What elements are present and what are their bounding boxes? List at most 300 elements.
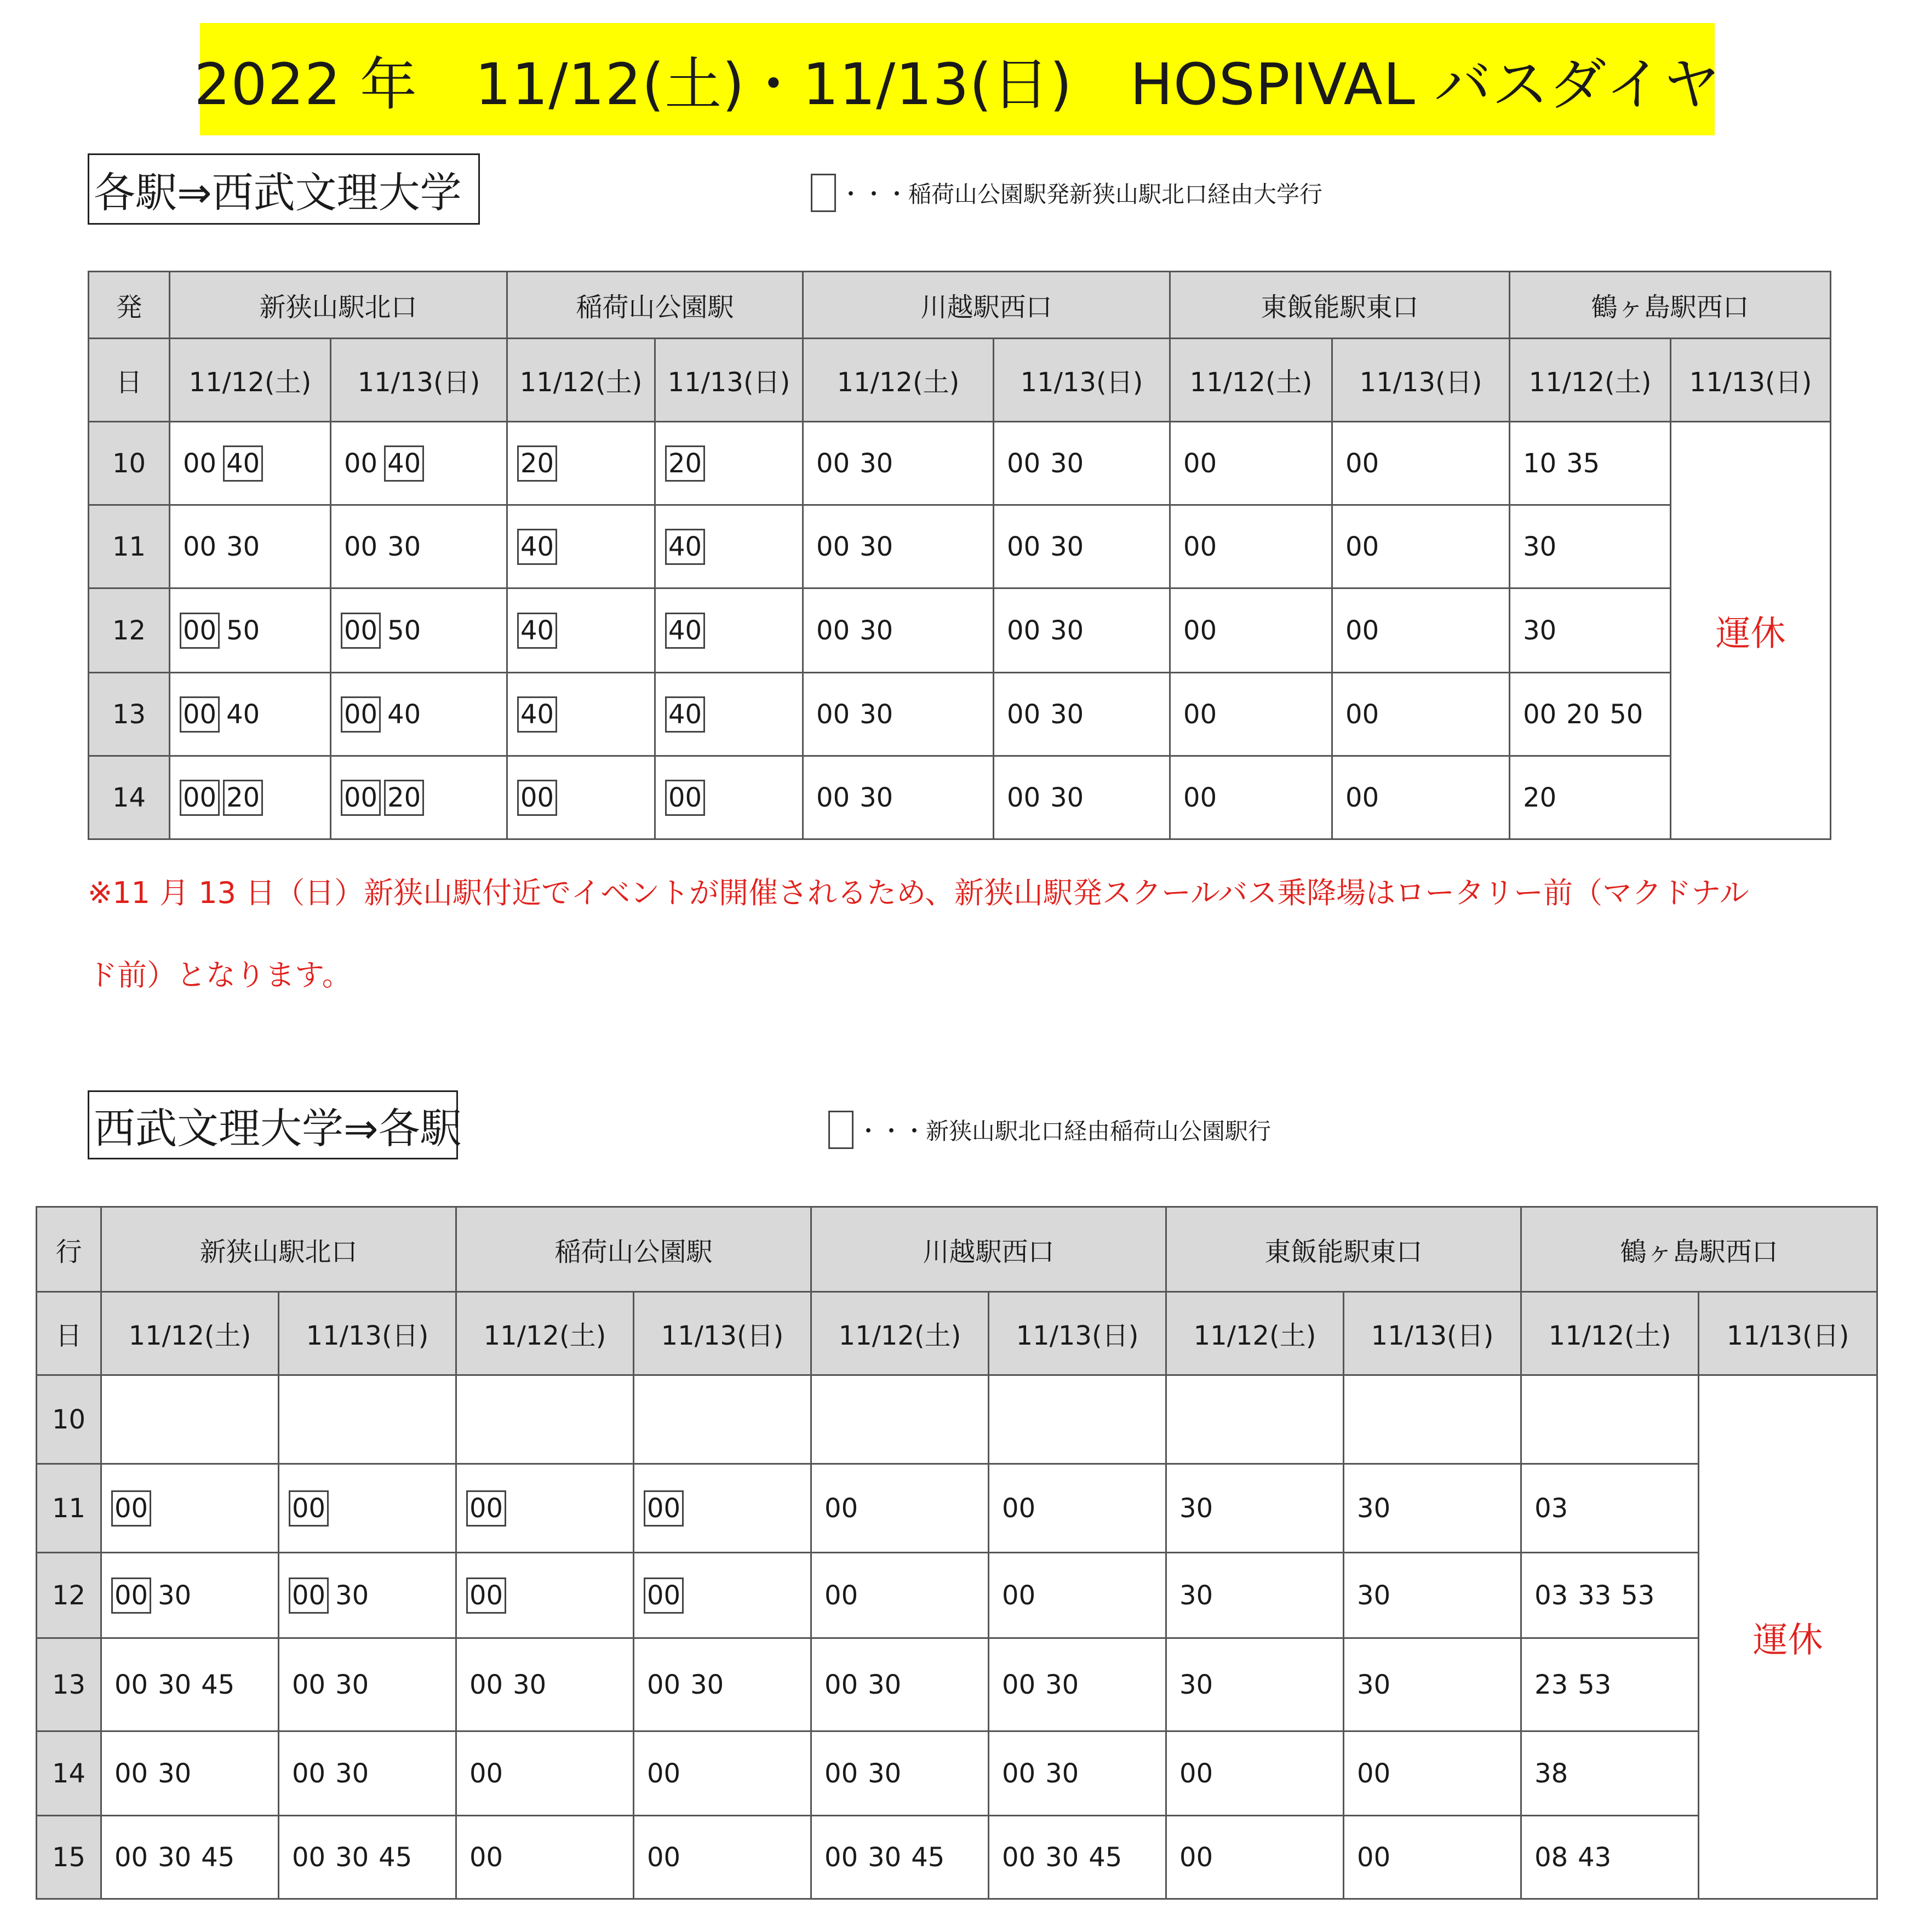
departure-time-via: 00 [183,782,217,813]
departure-time-via: 40 [668,615,702,646]
departure-time: 53 [1578,1669,1612,1700]
suspended-label: 運休 [1671,422,1831,839]
time-cell [101,1816,279,1899]
time-cell [1521,1464,1699,1553]
corner-label-top: 行 [37,1207,101,1292]
time-cell [1521,1375,1699,1464]
departure-time: 00 [114,1669,148,1700]
departure-time: 00 [114,1842,148,1873]
time-cell [507,505,655,588]
departure-time: 30 [1357,1580,1391,1611]
date-header: 11/13(日) [655,339,803,422]
departure-time: 30 [690,1669,724,1700]
departure-time: 00 [824,1842,858,1873]
date-header: 11/13(日) [279,1292,456,1375]
departure-time: 00 [1183,699,1217,730]
table-row [37,1816,1877,1899]
table-row [89,422,1831,505]
time-cell [989,1553,1166,1638]
time-cell [507,588,655,673]
departure-time: 45 [201,1669,235,1700]
legend-square-icon [811,174,836,212]
time-cell [989,1375,1166,1464]
departure-time: 45 [911,1842,945,1873]
time-cell [811,1464,989,1553]
hour-label: 11 [37,1464,101,1553]
time-cell [170,505,331,588]
departure-time: 30 [1523,615,1557,646]
time-cell [331,422,507,505]
departure-time: 30 [158,1580,192,1611]
time-cell [803,505,994,588]
departure-time: 00 [1002,1493,1036,1524]
departure-time: 30 [1050,531,1084,562]
departure-time: 00 [183,448,217,479]
departure-time: 00 [292,1669,326,1700]
timetable-to-university [88,271,1831,840]
time-cell [989,1638,1166,1731]
time-cell [456,1816,634,1899]
time-cell [1521,1731,1699,1816]
departure-time: 00 [1345,615,1379,646]
section2-heading: 西武文理大学⇒各駅 [88,1090,458,1159]
time-cell [1344,1553,1521,1638]
departure-time: 00 [647,1842,681,1873]
date-header: 11/13(日) [331,339,507,422]
departure-time-via: 00 [344,615,378,646]
departure-time: 00 [824,1758,858,1789]
notice-line-1: ※11 月 13 日（日）新狭山駅付近でイベントが開催されるため、新狭山駅発スクールバス乗降場はロータリー前（マクドナル [88,876,1749,910]
time-cell [331,673,507,756]
time-cell [1170,422,1332,505]
time-cell [1166,1464,1344,1553]
time-cell [279,1464,456,1553]
station-header: 新狭山駅北口 [101,1207,456,1292]
departure-time: 30 [1045,1669,1079,1700]
departure-time: 30 [158,1669,192,1700]
time-cell [1521,1638,1699,1731]
departure-time: 00 [1345,448,1379,479]
time-cell [101,1553,279,1638]
section1-legend-text: ・・・稲荷山公園駅発新狭山駅北口経由大学行 [839,181,1323,208]
time-cell [456,1731,634,1816]
time-cell [1344,1638,1521,1731]
departure-time-via: 40 [520,699,554,730]
departure-time: 00 [816,782,850,813]
departure-time: 10 [1523,448,1557,479]
departure-time: 00 [824,1493,858,1524]
departure-time-via: 00 [114,1493,148,1524]
departure-time: 00 [1002,1669,1036,1700]
departure-time: 00 [1357,1842,1391,1873]
station-header: 川越駅西口 [811,1207,1166,1292]
departure-time: 35 [1566,448,1600,479]
departure-time-via: 40 [387,448,421,479]
time-cell [1521,1553,1699,1638]
time-cell [994,505,1170,588]
time-cell [989,1464,1166,1553]
departure-time: 00 [1007,615,1041,646]
station-header: 東飯能駅東口 [1170,272,1510,339]
departure-time: 30 [868,1842,902,1873]
page-title: 2022 年 11/12(土)・11/13(日) HOSPIVAL バスダイヤ [200,23,1715,135]
time-cell [811,1731,989,1816]
time-cell [994,756,1170,839]
time-cell [279,1553,456,1638]
legend-square-icon [828,1111,854,1149]
time-cell [331,756,507,839]
departure-time-via: 40 [668,699,702,730]
date-header: 11/12(土) [170,339,331,422]
station-header: 鶴ヶ島駅西口 [1521,1207,1877,1292]
departure-time-via: 20 [387,782,421,813]
time-cell [101,1375,279,1464]
hour-label: 10 [89,422,170,505]
time-cell [994,673,1170,756]
time-cell [1170,505,1332,588]
time-cell [170,756,331,839]
departure-time: 50 [1610,699,1643,730]
departure-time: 40 [387,699,421,730]
time-cell [456,1375,634,1464]
departure-time-via: 00 [668,782,702,813]
departure-time: 30 [860,448,894,479]
departure-time: 30 [1357,1669,1391,1700]
date-header: 11/12(土) [1510,339,1671,422]
date-header: 11/13(日) [989,1292,1166,1375]
table-row [89,673,1831,756]
corner-label-bottom: 日 [37,1292,101,1375]
departure-time: 33 [1578,1580,1612,1611]
time-cell [1510,756,1671,839]
date-header: 11/12(土) [803,339,994,422]
departure-time: 30 [1357,1493,1391,1524]
corner-label-bottom: 日 [89,339,170,422]
departure-time: 30 [335,1842,369,1873]
header-row-dates [37,1292,1877,1375]
departure-time: 00 [816,615,850,646]
date-header: 11/13(日) [994,339,1170,422]
time-cell [170,673,331,756]
header-row-dates [89,339,1831,422]
departure-time-via: 00 [520,782,554,813]
departure-time: 30 [1179,1669,1213,1700]
departure-time: 00 [816,448,850,479]
time-cell [634,1375,811,1464]
time-cell [1344,1731,1521,1816]
departure-time-via: 00 [183,699,217,730]
departure-time: 30 [1523,531,1557,562]
departure-time-via: 00 [114,1580,148,1611]
time-cell [1166,1638,1344,1731]
departure-time: 30 [226,531,260,562]
departure-time: 45 [201,1842,235,1873]
time-cell [170,588,331,673]
time-cell [634,1553,811,1638]
time-cell [1344,1375,1521,1464]
departure-time: 00 [469,1842,503,1873]
section1-heading: 各駅⇒西武文理大学 [88,153,480,225]
departure-time-via: 00 [344,782,378,813]
departure-time: 00 [469,1758,503,1789]
time-cell [803,756,994,839]
time-cell [1166,1553,1344,1638]
departure-time: 00 [1345,531,1379,562]
departure-time: 00 [1183,782,1217,813]
time-cell [655,756,803,839]
departure-time: 30 [868,1669,902,1700]
departure-time: 30 [860,531,894,562]
time-cell [994,588,1170,673]
time-cell [655,422,803,505]
hour-label: 13 [37,1638,101,1731]
departure-time: 00 [1007,699,1041,730]
departure-time: 00 [344,448,378,479]
time-cell [655,673,803,756]
time-cell [1166,1816,1344,1899]
departure-time: 30 [1045,1842,1079,1873]
time-cell [803,588,994,673]
station-header: 新狭山駅北口 [170,272,507,339]
table-row [37,1553,1877,1638]
departure-time-via: 20 [226,782,260,813]
hour-label: 12 [89,588,170,673]
departure-time: 00 [1007,448,1041,479]
corner-label-top: 発 [89,272,170,339]
departure-time: 00 [1007,782,1041,813]
departure-time: 30 [1179,1580,1213,1611]
time-cell [811,1816,989,1899]
departure-time: 00 [1002,1842,1036,1873]
hour-label: 12 [37,1553,101,1638]
time-cell [1332,756,1510,839]
time-cell [101,1731,279,1816]
time-cell [1166,1731,1344,1816]
time-cell [456,1553,634,1638]
departure-time: 30 [387,531,421,562]
time-cell [331,505,507,588]
departure-time: 00 [344,531,378,562]
departure-time: 30 [1050,699,1084,730]
departure-time: 00 [1523,699,1557,730]
date-header: 11/13(日) [1671,339,1831,422]
departure-time-via: 00 [647,1493,681,1524]
departure-time: 00 [292,1842,326,1873]
departure-time: 00 [114,1758,148,1789]
station-header: 稲荷山公園駅 [456,1207,811,1292]
departure-time: 00 [647,1758,681,1789]
departure-time: 03 [1534,1580,1568,1611]
time-cell [1510,588,1671,673]
departure-time: 30 [860,782,894,813]
hour-label: 14 [89,756,170,839]
table-row [89,588,1831,673]
departure-time: 53 [1621,1580,1655,1611]
time-cell [811,1638,989,1731]
departure-time-via: 40 [668,531,702,562]
time-cell [634,1464,811,1553]
departure-time-via: 00 [292,1580,326,1611]
time-cell [989,1731,1166,1816]
notice-text [88,852,1841,1016]
table-row [37,1375,1877,1464]
departure-time-via: 20 [520,448,554,479]
date-header: 11/12(土) [1170,339,1332,422]
date-header: 11/12(土) [1521,1292,1699,1375]
departure-time: 38 [1534,1758,1568,1789]
time-cell [1510,505,1671,588]
time-cell [803,673,994,756]
date-header: 11/12(土) [1166,1292,1344,1375]
time-cell [279,1731,456,1816]
departure-time: 30 [513,1669,547,1700]
departure-time: 30 [158,1842,192,1873]
time-cell [1344,1816,1521,1899]
table-row [37,1638,1877,1731]
departure-time: 20 [1566,699,1600,730]
time-cell [1170,588,1332,673]
departure-time: 00 [1179,1758,1213,1789]
hour-label: 13 [89,673,170,756]
date-header: 11/12(土) [811,1292,989,1375]
departure-time: 00 [1002,1580,1036,1611]
departure-time: 00 [1179,1842,1213,1873]
departure-time: 40 [226,699,260,730]
time-cell [655,588,803,673]
departure-time: 00 [1183,615,1217,646]
departure-time: 00 [1345,782,1379,813]
departure-time: 00 [1357,1758,1391,1789]
date-header: 11/13(日) [1332,339,1510,422]
departure-time: 00 [1183,531,1217,562]
departure-time: 20 [1523,782,1557,813]
timetable-from-university [36,1206,1878,1900]
departure-time-via: 00 [647,1580,681,1611]
departure-time-via: 00 [292,1493,326,1524]
time-cell [1332,673,1510,756]
departure-time-via: 00 [469,1493,503,1524]
section2-legend [828,1111,1271,1149]
departure-time: 00 [1345,699,1379,730]
departure-time: 08 [1534,1842,1568,1873]
departure-time: 00 [816,531,850,562]
departure-time: 00 [1183,448,1217,479]
time-cell [101,1464,279,1553]
departure-time: 43 [1578,1842,1612,1873]
time-cell [331,588,507,673]
time-cell [456,1638,634,1731]
departure-time: 30 [1050,782,1084,813]
time-cell [994,422,1170,505]
departure-time: 45 [1089,1842,1122,1873]
table-row [37,1464,1877,1553]
date-header: 11/13(日) [1699,1292,1877,1375]
time-cell [811,1553,989,1638]
time-cell [1510,422,1671,505]
time-cell [1521,1816,1699,1899]
table-row [89,756,1831,839]
departure-time: 00 [647,1669,681,1700]
time-cell [279,1816,456,1899]
departure-time: 30 [158,1758,192,1789]
departure-time: 30 [335,1669,369,1700]
departure-time-via: 40 [226,448,260,479]
departure-time: 30 [335,1758,369,1789]
departure-time: 23 [1534,1669,1568,1700]
departure-time-via: 40 [520,531,554,562]
station-header: 川越駅西口 [803,272,1170,339]
departure-time: 50 [226,615,260,646]
time-cell [634,1638,811,1731]
departure-time: 30 [1045,1758,1079,1789]
section1-legend [811,174,1322,212]
departure-time-via: 00 [469,1580,503,1611]
section2-legend-text: ・・・新狭山駅北口経由稲荷山公園駅行 [857,1118,1271,1145]
time-cell [507,422,655,505]
departure-time: 00 [469,1669,503,1700]
suspended-label: 運休 [1699,1375,1877,1899]
time-cell [1332,588,1510,673]
time-cell [1344,1464,1521,1553]
departure-time: 50 [387,615,421,646]
departure-time: 30 [1050,448,1084,479]
header-row-stations [37,1207,1877,1292]
hour-label: 11 [89,505,170,588]
time-cell [811,1375,989,1464]
time-cell [1166,1375,1344,1464]
station-header: 東飯能駅東口 [1166,1207,1521,1292]
hour-label: 10 [37,1375,101,1464]
table-row [37,1731,1877,1816]
time-cell [1170,673,1332,756]
date-header: 11/13(日) [634,1292,811,1375]
departure-time: 45 [379,1842,413,1873]
departure-time: 00 [1002,1758,1036,1789]
time-cell [279,1375,456,1464]
date-header: 11/12(土) [507,339,655,422]
time-cell [456,1464,634,1553]
departure-time: 30 [868,1758,902,1789]
departure-time: 00 [824,1580,858,1611]
departure-time: 00 [183,531,217,562]
departure-time: 30 [1050,615,1084,646]
departure-time-via: 00 [344,699,378,730]
station-header: 稲荷山公園駅 [507,272,803,339]
date-header: 11/13(日) [1344,1292,1521,1375]
departure-time: 30 [1179,1493,1213,1524]
time-cell [279,1638,456,1731]
time-cell [507,756,655,839]
departure-time-via: 20 [668,448,702,479]
time-cell [507,673,655,756]
departure-time: 00 [816,699,850,730]
time-cell [634,1816,811,1899]
time-cell [170,422,331,505]
departure-time: 00 [824,1669,858,1700]
time-cell [101,1638,279,1731]
departure-time-via: 00 [183,615,217,646]
departure-time: 00 [1007,531,1041,562]
departure-time: 30 [860,699,894,730]
departure-time: 30 [335,1580,369,1611]
date-header: 11/12(土) [101,1292,279,1375]
departure-time: 30 [860,615,894,646]
time-cell [1510,673,1671,756]
time-cell [1170,756,1332,839]
header-row-stations [89,272,1831,339]
hour-label: 14 [37,1731,101,1816]
table-row [89,505,1831,588]
